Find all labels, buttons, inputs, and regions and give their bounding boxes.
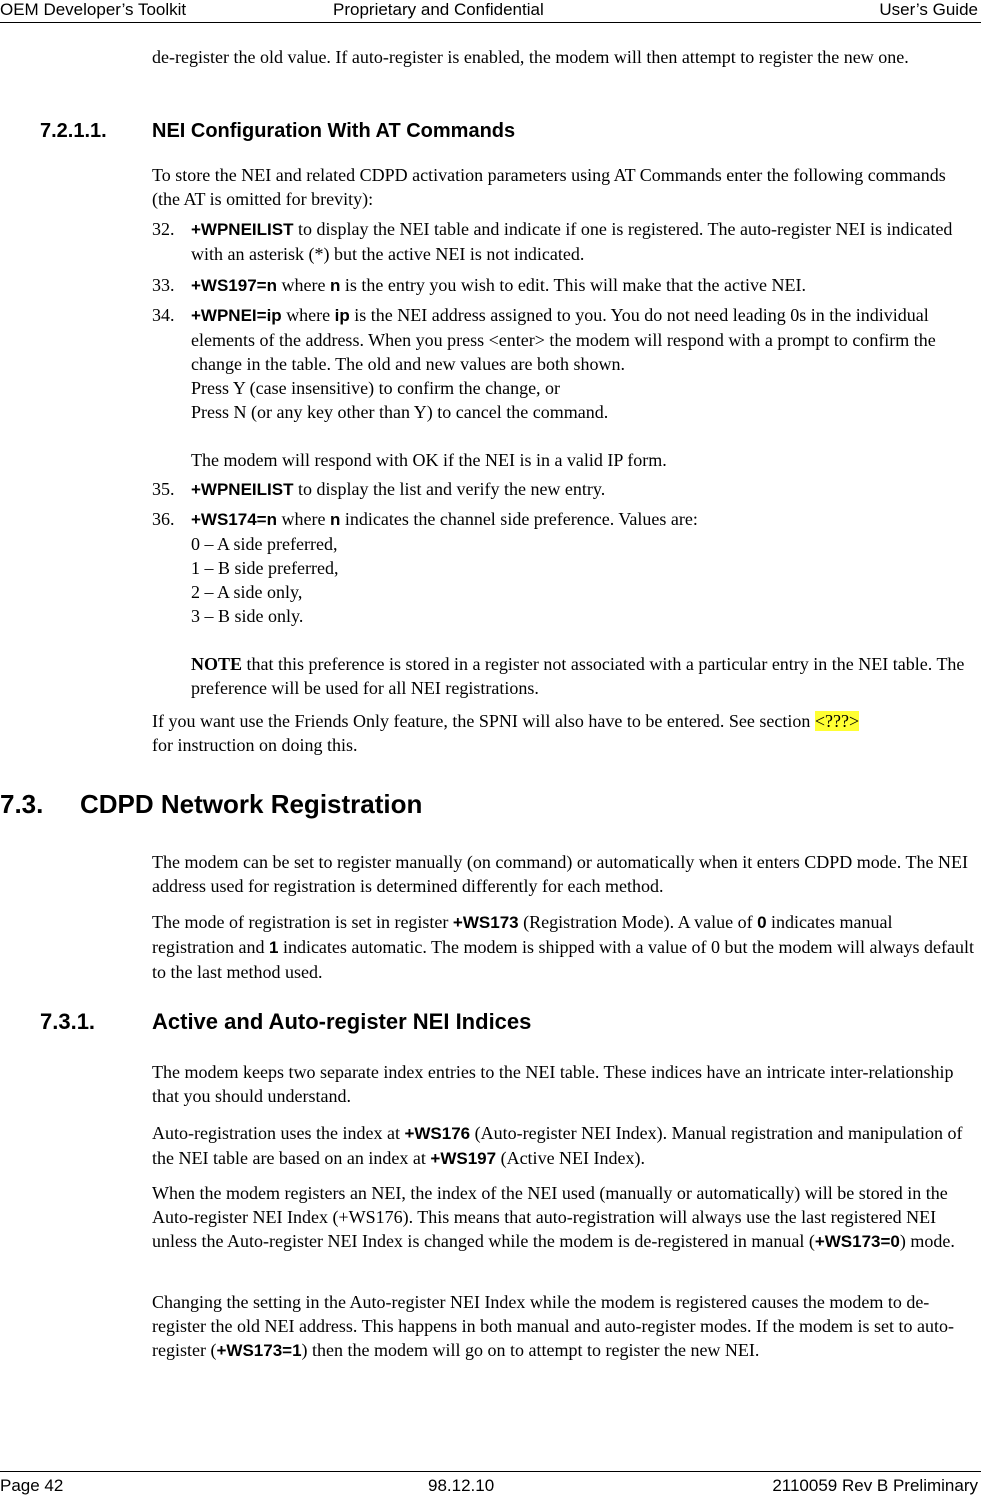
confirm-line: Press Y (case insensitive) to confirm the change, or: [191, 378, 561, 398]
section-title-731: Active and Auto-register NEI Indices: [152, 1009, 532, 1034]
paragraph-registration-register: The mode of registration is set in register +WS173 (Registration Mode). A value of 0 indicates manual registration and 1 indicates automatic. The modem is shipped with a value of 0 but the modem will always default to the last method used.: [152, 912, 974, 982]
paragraph-auto-registration-index: Auto-registration uses the index at +WS176 (Auto-register NEI Index). Manual registration and manipulation of the NEI table are based on an index at +WS197 (Active NEI Index).: [152, 1123, 963, 1168]
page-header: [0, 0, 981, 23]
paragraph-friends-only: If you want use the Friends Only feature, the SPNI will also have to be entered. See section <???> for instruction on doing this.: [152, 711, 860, 755]
header-left: OEM Developer’s Toolkit: [0, 0, 187, 19]
section-number-7211: 7.2.1.1.: [40, 120, 107, 142]
register-ws173-0: +WS173=0: [814, 1232, 900, 1251]
value-zero: 0: [757, 913, 767, 932]
argument-n: n: [329, 510, 341, 529]
item-number: 32.: [152, 219, 175, 239]
section-number-73: 7.3.: [0, 789, 44, 819]
page-number: Page 42: [0, 1476, 64, 1495]
footer-date: 98.12.10: [428, 1476, 495, 1495]
paragraph-index-storage: When the modem registers an NEI, the index of the NEI used (manually or automatically) will be stored in the Auto-register NEI Index (+WS176). This means that auto-registration will always use the last registered NEI unless the Auto-register NEI Index is changed while the modem is de-registered in manual (+WS173=0) mode.: [152, 1183, 955, 1251]
paragraph-store-nei: To store the NEI and related CDPD activation parameters using AT Commands enter the following commands (the AT is omitted for brevity):: [152, 165, 946, 209]
register-ws173: +WS173: [452, 913, 519, 932]
paragraph-registration-modes: The modem can be set to register manually (on command) or automatically when it enters CDPD mode. The NEI address used for registration is determined differently for each method.: [152, 852, 968, 896]
command-wpneilist: +WPNEILIST: [191, 480, 294, 499]
cancel-line: Press N (or any key other than Y) to cancel the command.: [191, 402, 609, 422]
section-number-731: 7.3.1.: [40, 1009, 96, 1034]
value-line: 0 – A side preferred,: [191, 534, 338, 554]
item-number: 34.: [152, 305, 175, 325]
value-line: 3 – B side only.: [191, 606, 304, 626]
item-number: 36.: [152, 509, 175, 529]
header-center: Proprietary and Confidential: [333, 0, 544, 19]
intro-paragraph: de-register the old value. If auto-register is enabled, the modem will then attempt to register the new one.: [152, 47, 909, 67]
section-title-7211: NEI Configuration With AT Commands: [152, 120, 516, 142]
section-reference-placeholder: <???>: [814, 711, 860, 731]
footer-revision: 2110059 Rev B Preliminary: [772, 1476, 978, 1495]
paragraph-changing-index: Changing the setting in the Auto-register NEI Index while the modem is registered causes the modem to de-register the old NEI address. This happens in both manual and auto-register modes. If the modem is set to auto-register (+WS173=1) then the modem will go on to attempt to register the new NEI.: [152, 1292, 954, 1360]
item-number: 33.: [152, 275, 175, 295]
item-text: +WPNEILIST to display the list and verify the new entry.: [191, 479, 606, 499]
header-right: User’s Guide: [879, 0, 978, 19]
argument-n: n: [329, 276, 341, 295]
command-wpnei: +WPNEI=ip: [191, 306, 282, 325]
item-text: +WPNEILIST to display the NEI table and indicate if one is registered. The auto-register NEI is indicated with an asterisk (*) but the active NEI is not indicated.: [191, 219, 953, 264]
page-footer: [0, 1471, 981, 1498]
note-label: NOTE: [191, 654, 243, 674]
paragraph-two-indices: The modem keeps two separate index entries to the NEI table. These indices have an intricate inter-relationship that you should understand.: [152, 1062, 954, 1106]
register-ws197: +WS197: [430, 1149, 497, 1168]
item-number: 35.: [152, 479, 175, 499]
value-one: 1: [268, 938, 279, 957]
command-ws174: +WS174=n: [191, 510, 277, 529]
command-ws197: +WS197=n: [191, 276, 277, 295]
command-wpneilist: +WPNEILIST: [191, 220, 294, 239]
item-text: +WS174=n where n indicates the channel side preference. Values are: 0 – A side preferred, 1 – B side preferred, 2 – A side only, 3 – B side only. NOTE that this preference is stored in a register not associated with a particular entry in the NEI table. The preference will be used for all NEI registrations.: [191, 507, 978, 700]
section-title-73: CDPD Network Registration: [80, 789, 423, 819]
value-line: 2 – A side only,: [191, 582, 303, 602]
value-line: 1 – B side preferred,: [191, 558, 339, 578]
note-paragraph: NOTE that this preference is stored in a register not associated with a particular entry in the NEI table. The preference will be used for all NEI registrations.: [191, 654, 965, 698]
argument-ip: ip: [334, 306, 350, 325]
register-ws173-1: +WS173=1: [216, 1341, 302, 1360]
item-text: +WS197=n where n is the entry you wish to edit. This will make that the active NEI.: [191, 275, 806, 295]
ok-response-line: The modem will respond with OK if the NEI is in a valid IP form.: [191, 450, 667, 470]
item-text: +WPNEI=ip where ip is the NEI address assigned to you. You do not need leading 0s in the individual elements of the address. When you press <enter> the modem will respond with a prompt to confirm the change in the table. The old and new values are both shown. Press Y (case insensitive) to confirm the change, or Press N (or any key other than Y) to cancel the command. The modem will respond with OK if the NEI is in a valid IP form.: [191, 303, 978, 472]
register-ws176: +WS176: [404, 1124, 471, 1143]
